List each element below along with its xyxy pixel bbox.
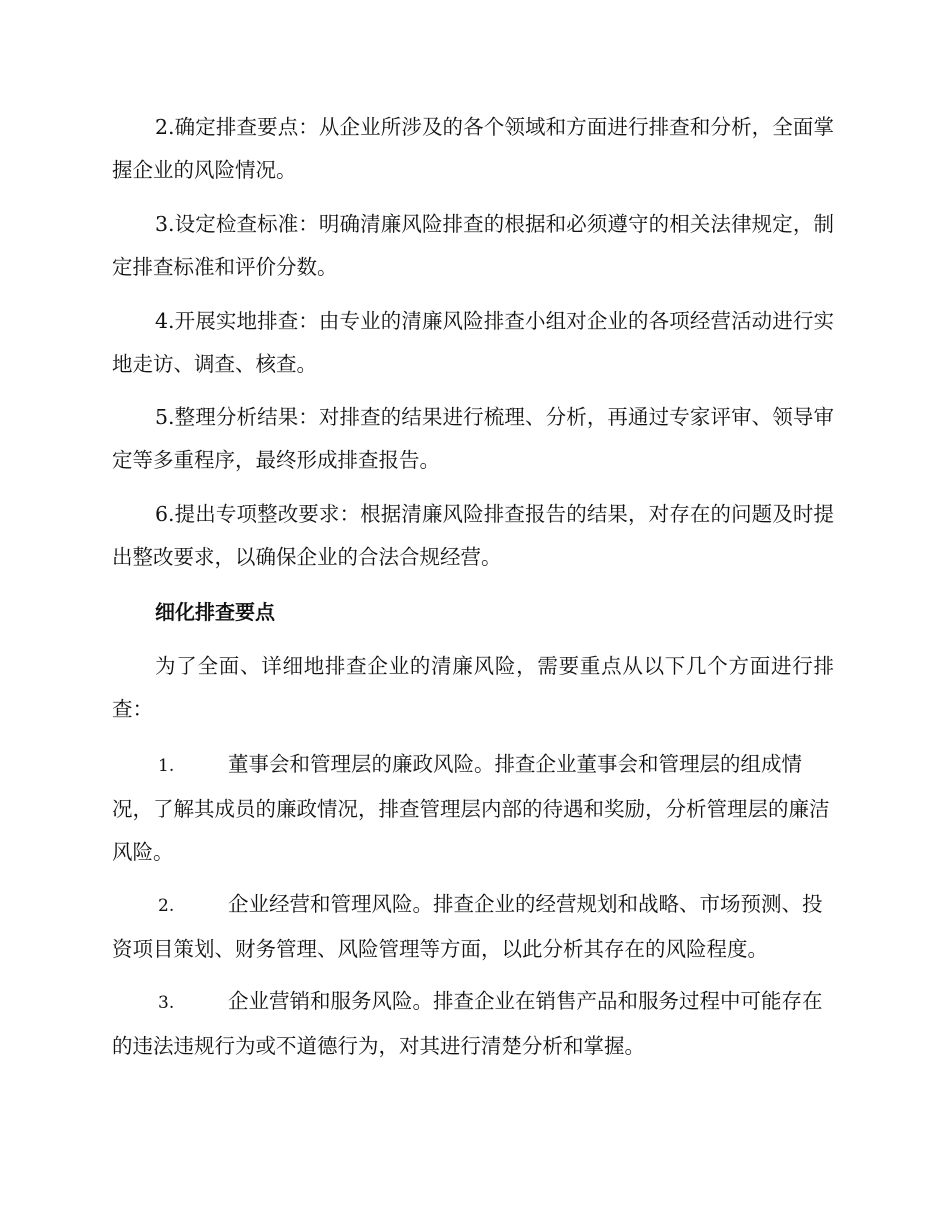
list-item-text: 企业经营和管理风险。排查企业的经营规划和战略、市场预测、投资项目策划、财务管理、风险管理等方面，以此分析其存在的风险程度。 (112, 892, 823, 961)
list-item-text: 董事会和管理层的廉政风险。排查企业董事会和管理层的组成情况，了解其成员的廉政情况，排查管理层内部的待遇和奖励，分析管理层的廉洁风险。 (112, 752, 830, 864)
list-item (112, 980, 834, 1068)
list-item-number: 1. (158, 756, 175, 776)
list-item-text: 企业营销和服务风险。排查企业在销售产品和服务过程中可能存在的违法违规行为或不道德行为，对其进行清楚分析和掌握。 (112, 989, 823, 1058)
step-paragraph-4: 4.开展实地排查：由专业的清廉风险排查小组对企业的各项经营活动进行实地走访、调查、核查。 (112, 309, 834, 376)
section-intro: 为了全面、详细地排查企业的清廉风险，需要重点从以下几个方面进行排查： (112, 654, 834, 721)
list-item (112, 743, 834, 874)
step-paragraph-5: 5.整理分析结果：对排查的结果进行梳理、分析，再通过专家评审、领导审定等多重程序，最终形成排查报告。 (112, 405, 834, 472)
section-heading: 细化排查要点 (155, 600, 275, 624)
step-paragraph-2: 2.确定排查要点：从企业所涉及的各个领域和方面进行排查和分析，全面掌握企业的风险情况。 (112, 115, 834, 182)
list-item-number: 3. (158, 993, 175, 1013)
step-paragraph-3: 3.设定检查标准：明确清廉风险排查的根据和必须遵守的相关法律规定，制定排查标准和评价分数。 (112, 212, 834, 279)
list-item-number: 2. (158, 896, 175, 916)
step-paragraph-6: 6.提出专项整改要求：根据清廉风险排查报告的结果，对存在的问题及时提出整改要求，以确保企业的合法合规经营。 (112, 502, 834, 569)
list-item (112, 883, 834, 971)
